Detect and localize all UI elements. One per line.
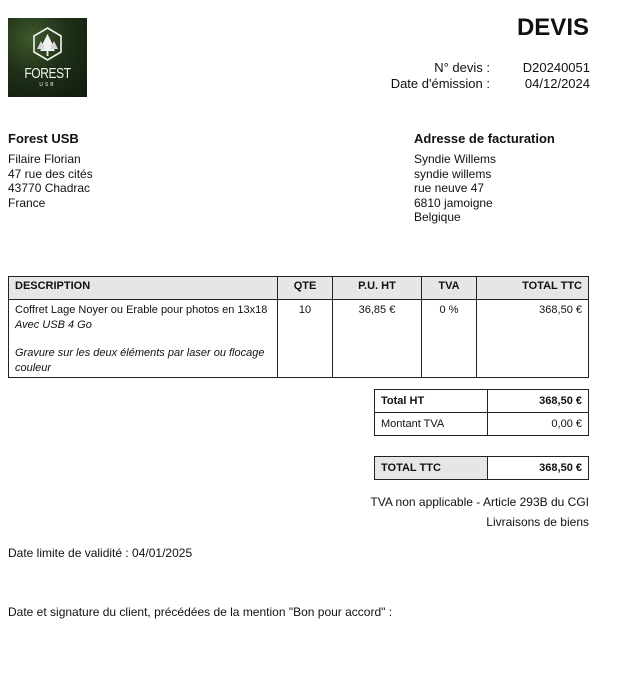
logo-name: FOREST — [24, 65, 71, 82]
billing-heading: Adresse de facturation — [414, 131, 555, 146]
column-header-tva: TVA — [422, 277, 477, 300]
cell-description — [9, 300, 278, 378]
seller-address — [8, 152, 93, 210]
table-row — [9, 300, 589, 378]
address-line: Belgique — [414, 210, 461, 225]
item-detail: Avec USB 4 Go — [15, 318, 92, 331]
address-line: France — [8, 195, 46, 210]
cell-total: 368,50 € — [477, 300, 589, 378]
totals-table — [374, 389, 589, 436]
address-line: Syndie Willems — [414, 152, 497, 166]
total-ttc-label: TOTAL TTC — [375, 457, 488, 480]
address-line: 6810 jamoigne — [414, 195, 493, 210]
total-ht-row — [375, 390, 589, 413]
tva-amount-value: 0,00 € — [488, 413, 589, 436]
address-line: 47 rue des cités — [8, 166, 93, 181]
quote-number: D20240051 — [522, 60, 590, 75]
delivery-note: Livraisons de biens — [486, 515, 589, 529]
tva-amount-label: Montant TVA — [375, 413, 488, 436]
total-ht-value: 368,50 € — [488, 390, 589, 413]
billing-address — [414, 152, 496, 225]
total-ttc-row — [375, 457, 589, 480]
column-header-description: DESCRIPTION — [9, 277, 278, 300]
item-detail: Gravure sur les deux éléments par laser ou flocage couleur — [15, 347, 265, 374]
tva-amount-row — [375, 413, 589, 436]
cell-tva: 0 % — [422, 300, 477, 378]
address-line: 43770 Chadrac — [8, 181, 91, 196]
column-header-qty: QTE — [278, 277, 333, 300]
address-line: rue neuve 47 — [414, 181, 485, 196]
items-table — [8, 276, 589, 378]
quote-number-label: N° devis : — [434, 60, 490, 75]
column-header-total: TOTAL TTC — [477, 277, 589, 300]
total-ttc-value: 368,50 € — [488, 457, 589, 480]
validity-date: Date limite de validité : 04/01/2025 — [8, 546, 193, 560]
issue-date-label: Date d'émission : — [390, 76, 490, 91]
seller-heading: Forest USB — [8, 131, 79, 146]
cell-unit-price: 36,85 € — [333, 300, 422, 378]
tva-note: TVA non applicable - Article 293B du CGI — [370, 495, 589, 509]
signature-instruction: Date et signature du client, précédées de la mention "Bon pour accord" : — [8, 605, 393, 619]
column-header-unit-price: P.U. HT — [333, 277, 422, 300]
address-line: Filaire Florian — [8, 152, 81, 166]
document-title: DEVIS — [516, 14, 589, 41]
total-ht-label: Total HT — [375, 390, 488, 413]
address-line: syndie willems — [414, 166, 492, 181]
logo-sub: USB — [39, 82, 56, 88]
total-ttc-table — [374, 456, 589, 480]
issue-date: 04/12/2024 — [524, 76, 590, 91]
cell-qty: 10 — [278, 300, 333, 378]
item-description: Coffret Lage Noyer ou Erable pour photos en 13x18 — [15, 304, 268, 316]
table-header-row — [9, 277, 589, 300]
company-logo — [8, 18, 87, 97]
